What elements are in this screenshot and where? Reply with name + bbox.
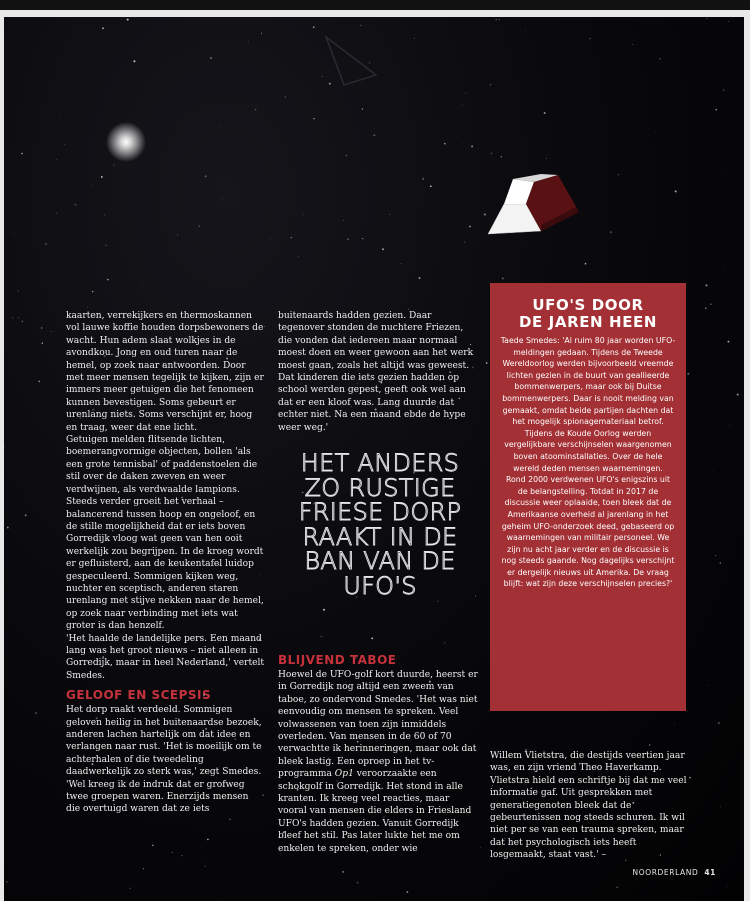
- star: [129, 888, 130, 889]
- star: [632, 44, 633, 45]
- star: [490, 84, 491, 85]
- star: [730, 425, 731, 426]
- tv-program-name: Op1: [334, 769, 354, 780]
- star: [101, 176, 103, 178]
- star: [373, 134, 375, 136]
- star: [707, 685, 708, 686]
- star: [714, 471, 715, 472]
- star: [728, 21, 729, 22]
- star: [659, 58, 661, 60]
- star: [589, 137, 590, 138]
- text-run: veroorzaakte een schokgolf in Gorredijk. Het stond in alle kranten. Ik kreeg veel reacties, maar vooral van mensen die elders in Friesland UFO's hadden gezien. Vanuit Gorredijk bleef het stil. Pas later lukte het me om enkelen te spreken, onder wie: [278, 769, 472, 854]
- star: [4, 447, 5, 448]
- star: [360, 25, 361, 26]
- star: [357, 882, 359, 884]
- star: [143, 868, 144, 869]
- page-number: 41: [704, 868, 716, 877]
- star: [371, 637, 373, 639]
- star: [222, 198, 223, 199]
- star: [382, 248, 384, 250]
- star: [655, 131, 656, 132]
- star: [56, 213, 57, 214]
- star: [437, 601, 438, 602]
- star: [342, 871, 344, 873]
- star: [462, 143, 463, 144]
- star: [87, 307, 88, 308]
- star: [92, 291, 93, 292]
- star: [737, 394, 739, 396]
- star: [323, 609, 325, 611]
- star: [313, 26, 315, 28]
- star: [475, 595, 476, 596]
- star: [546, 158, 547, 159]
- star: [616, 886, 618, 888]
- star: [469, 226, 471, 228]
- star: [255, 109, 257, 111]
- star: [322, 76, 323, 77]
- star: [291, 237, 292, 238]
- previous-page-strip: [0, 0, 750, 10]
- star: [201, 862, 202, 863]
- star: [649, 744, 650, 745]
- star: [715, 555, 716, 556]
- star: [14, 234, 15, 235]
- star: [725, 174, 726, 175]
- article-paragraph: 'Het haalde de landelijke pers. Een maand lang was het groot nieuws – niet alleen in Gorredijk, maar in heel Nederland,' vertelt Smedes.: [66, 633, 265, 681]
- star: [270, 238, 271, 239]
- article-paragraph: kaarten, verrekijkers en thermoskannen vol lauwe koffie houden dorpsbewoners de wacht. Hun adem slaat wolkjes in de avondkou. Jong en oud turen naar de hemel, op zoek naar antwoorden. Door met meer mensen tegelijk te kijken, zijn er immers meer getuigen die het fenomeen kunnen bevestigen. Soms gebeurt er urenlang niets. Soms verschijnt er, hoog en traag, weer dat ene licht.: [66, 311, 264, 433]
- star: [720, 562, 721, 563]
- star: [346, 155, 347, 156]
- star: [22, 320, 24, 322]
- star: [298, 256, 300, 258]
- star: [480, 847, 481, 848]
- star: [362, 108, 363, 109]
- star: [12, 317, 14, 319]
- star: [61, 796, 62, 797]
- star: [261, 33, 262, 34]
- star: [229, 819, 231, 821]
- article-paragraph: Willem Vlietstra, die destijds veertien jaar was, en zijn vriend Theo Haverkamp. Vlietstra hield een schriftje bij dat me veel informatie gaf. Uit gesprekken met generatiegenoten bleek dat de gebeurtenissen nog steeds schuren. Ik wil niet per se van een trauma spreken, maar dat het psychologisch iets heeft losgemaakt, staat vast.' –: [490, 751, 687, 861]
- article-paragraph: buitenaards hadden gezien. Daar tegenover stonden de nuchtere Friezen, die vonden dat iedereen maar normaal moest doen en weer gewoon aan het werk moest gaan, zoals het altijd was geweest. Dat kinderen die iets gezien hadden op school werden gepest, geeft ook wel aan dat er een kloof was. Lang duurde dat echter niet. Na een maand ebde de hype weer weg.': [278, 311, 474, 433]
- star: [113, 164, 114, 165]
- star: [104, 214, 105, 215]
- article-paragraph: Het dorp raakt verdeeld. Sommigen geloven heilig in het buitenaardse bezoek, anderen lachen hartelijk om dat idee en verlangen naar rust. 'Het is moeilijk om te achterhalen of die tweedeling daadwerkelijk zo sterk was,' zegt Smedes. 'Wel kreeg ik de indruk dat er grofweg twee groepen waren. Enerzijds mensen die overtuigd waren dat ze iets: [66, 705, 262, 815]
- star: [414, 38, 415, 39]
- star: [41, 327, 42, 328]
- star: [343, 220, 344, 221]
- star: [205, 865, 206, 866]
- star: [313, 118, 315, 120]
- star: [21, 153, 23, 155]
- star: [610, 231, 612, 233]
- star: [207, 839, 209, 841]
- star: [6, 881, 8, 883]
- ufo-object: [488, 174, 579, 234]
- pull-quote: HET ANDERS ZO RUSTIGE FRIESE DORP RAAKT IN DE BAN VAN DE UFO'S: [298, 449, 462, 600]
- sidebar-box: [490, 283, 686, 711]
- star: [38, 381, 40, 383]
- star: [401, 263, 402, 264]
- star: [407, 891, 409, 893]
- star: [484, 213, 486, 215]
- star: [464, 241, 465, 242]
- article-paragraph: [278, 669, 479, 855]
- star: [128, 50, 129, 51]
- star: [285, 96, 286, 97]
- star: [705, 307, 707, 309]
- article-column-3: [490, 750, 690, 862]
- star: [618, 174, 619, 175]
- star: [199, 225, 201, 227]
- faint-triangle-outline: [326, 37, 376, 85]
- star: [716, 109, 717, 110]
- star: [496, 19, 497, 20]
- star: [347, 238, 349, 240]
- glowing-light-object: [106, 122, 146, 162]
- star: [75, 204, 77, 206]
- star: [35, 712, 37, 714]
- article-paragraph: Getuigen melden flitsende lichten, boemerangvormige objecten, bollen 'als een grote tennisbal' of paddenstoelen die stil over de daken zweven en weer verdwijnen, als verdwaalde lampions. Steeds verder groeit het verhaal – balancerend tussen hoop en ongeloof, en de stille mogelijkheid dat er iets boven Gorredijk vloog wat geen van hen ooit werkelijk zou begrijpen. In de kroeg wordt er gefluisterd, aan de keukentafel luidop gespeculeerd. Sommigen kijken weg, nuchter en sceptisch, anderen staren urenlang met stijve nekken naar de hemel, op zoek naar verbinding met iets wat groter is dan henzelf.: [66, 435, 264, 632]
- star: [502, 278, 504, 280]
- star: [687, 373, 689, 375]
- star: [706, 18, 707, 19]
- star: [444, 143, 446, 145]
- article-column-1: [66, 310, 265, 816]
- star: [501, 156, 503, 158]
- star: [723, 269, 724, 270]
- star: [248, 41, 249, 42]
- page-footer: [633, 868, 716, 877]
- star: [205, 175, 207, 177]
- star: [444, 642, 446, 644]
- star: [64, 144, 65, 145]
- star: [728, 341, 730, 343]
- section-heading-geloof: GELOOF EN SCEPSIS: [66, 688, 212, 703]
- star: [142, 285, 143, 286]
- star: [60, 113, 61, 114]
- star: [51, 331, 52, 332]
- star: [486, 362, 488, 364]
- star: [222, 899, 223, 900]
- star: [298, 268, 299, 269]
- star: [220, 126, 221, 127]
- star: [705, 284, 707, 286]
- star: [675, 190, 677, 192]
- section-heading-taboe: BLIJVEND TABOE: [278, 653, 397, 667]
- star: [56, 159, 57, 160]
- star: [422, 178, 424, 180]
- star: [726, 886, 727, 887]
- star: [182, 855, 183, 856]
- star: [127, 19, 129, 21]
- star: [499, 19, 500, 20]
- star: [91, 184, 92, 185]
- star: [303, 214, 304, 215]
- sidebar-paragraph: Taede Smedes: 'Al ruim 80 jaar worden UFO-meldingen gedaan. Tijdens de Tweede Wereldoorlog werden bijvoorbeeld vreemde lichten gezien in de buurt van geallieerde bommenwerpers, maar ook bij Duitse bommenwerpers. Daar is nooit melding van gemaakt, omdat beide partijen dachten dat het mogelijk spionagemateriaal betrof. Tijdens de Koude Oorlog werden vergelijkbare verschijnselen waargenomen boven atoominstallaties. Over de hele wereld deden mensen waarnemingen.: [500, 336, 676, 473]
- star: [102, 27, 104, 29]
- star: [525, 30, 526, 31]
- text-run: Hoewel de UFO-golf kort duurde, heerst er in Gorredijk nog altijd een zweem van taboe, zo ondervond Smedes. 'Het was niet eenvoudig om mensen te spreken. Veel volwassenen van toen zijn inmiddels overleden. Van mensen in de 60 of 70 verwachtte ik herinneringen, maar ook dat bleek lastig. Een oproep in het tv-programma: [278, 670, 478, 780]
- star: [107, 279, 109, 281]
- sidebar-title-line: DE JAREN HEEN: [518, 313, 658, 331]
- star: [720, 806, 721, 807]
- sidebar-text: [490, 335, 686, 590]
- magazine-page: [4, 17, 744, 901]
- star: [369, 62, 370, 63]
- star: [471, 145, 473, 147]
- star: [105, 244, 107, 246]
- star: [210, 57, 212, 59]
- star: [710, 304, 711, 305]
- star: [488, 23, 489, 24]
- star: [45, 243, 46, 244]
- star: [544, 112, 546, 114]
- article-column-2-lower: [278, 647, 479, 855]
- star: [419, 277, 421, 279]
- sidebar-paragraph: Rond 2000 verdwenen UFO's enigszins uit de belangstelling. Totdat in 2017 de discussie weer oplaaide, toen bleek dat de Amerikaanse overheid al jarenlang in het geheim UFO-onderzoek deed, gebaseerd op waarnemingen van militair personeel. We zijn nu acht jaar verder en de discussie is nog steeds gaande. Nog dagelijks verschijnt er dergelijk nieuws uit Amerika. De vraag blijft: wat zijn deze verschijnselen precies?': [501, 475, 675, 589]
- star: [133, 60, 135, 62]
- magazine-name: NOORDERLAND: [632, 868, 699, 877]
- star: [17, 290, 19, 292]
- star: [7, 527, 9, 529]
- star: [18, 317, 19, 318]
- star: [585, 263, 587, 265]
- star: [674, 725, 675, 726]
- star: [362, 238, 363, 239]
- star: [320, 636, 322, 638]
- star: [430, 185, 432, 187]
- star: [390, 214, 391, 215]
- star: [25, 515, 27, 517]
- star: [42, 343, 43, 344]
- star: [491, 152, 493, 154]
- star: [329, 83, 331, 85]
- article-column-2: [278, 310, 479, 434]
- star: [177, 234, 178, 235]
- star: [172, 852, 173, 853]
- sidebar-title: [490, 297, 686, 331]
- star: [462, 105, 463, 106]
- star: [465, 93, 466, 94]
- star: [152, 845, 154, 847]
- star: [718, 722, 720, 724]
- star: [723, 89, 725, 91]
- star: [589, 38, 590, 39]
- sidebar-title-line: UFO'S DOOR: [532, 296, 644, 314]
